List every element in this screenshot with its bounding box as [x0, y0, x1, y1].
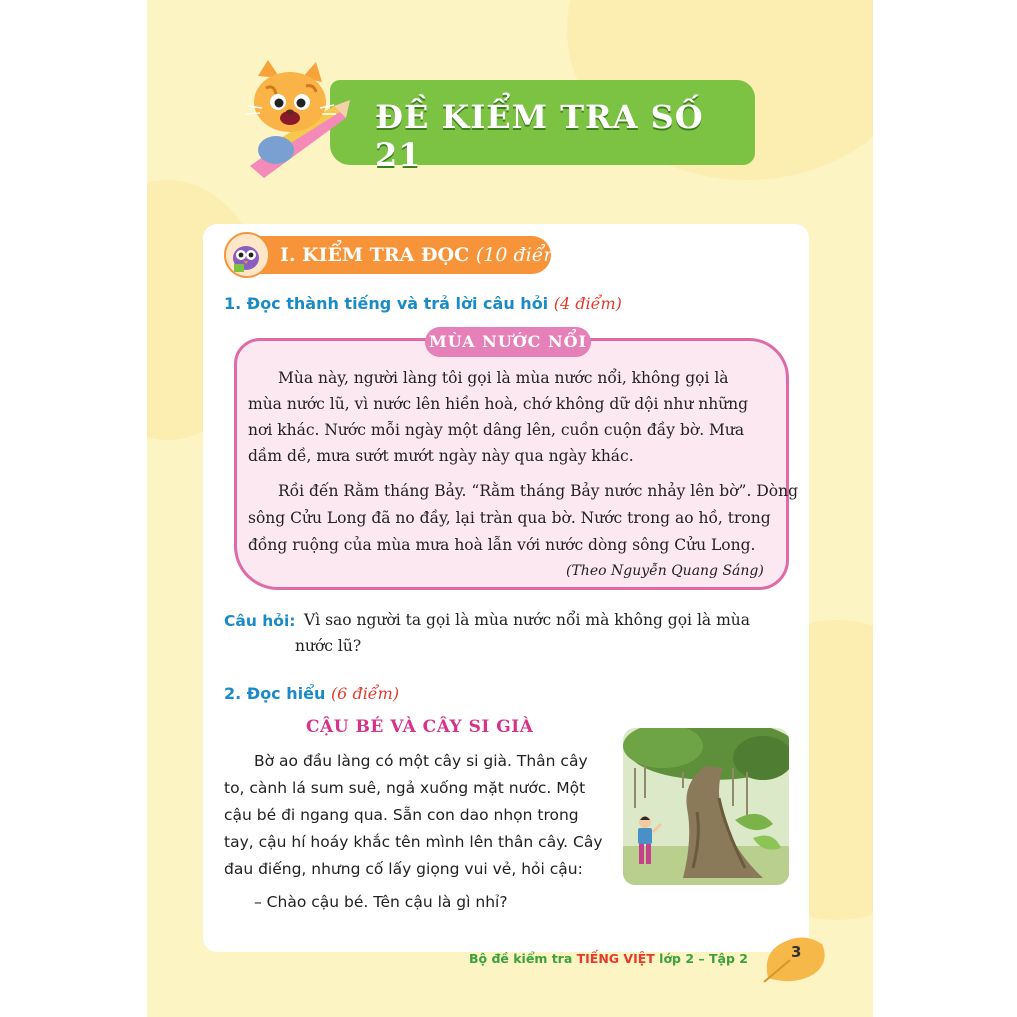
part1-heading	[224, 294, 622, 313]
story-line: cậu bé đi ngang qua. Sẵn con dao nhọn trong	[224, 806, 579, 824]
story-line: tay, cậu hí hoáy khắc tên mình lên thân cây. Cây	[224, 833, 603, 851]
story-title: CẬU BÉ VÀ CÂY SI GIÀ	[306, 717, 534, 737]
page-number: 3	[791, 943, 802, 961]
part2-heading	[224, 684, 399, 703]
passage-line: Rồi đến Rằm tháng Bảy. “Rằm tháng Bảy nước nhảy lên bờ”. Dòng	[278, 482, 798, 500]
passage-line: dầm dề, mưa sướt mướt ngày này qua ngày khác.	[248, 447, 634, 465]
tiger-cat-with-pencil-icon	[236, 58, 351, 178]
passage-line: mùa nước lũ, vì nước lên hiền hoà, chớ không dữ dội như những	[248, 395, 749, 413]
part1-points: (4 điểm)	[553, 294, 622, 313]
passage-line: sông Cửu Long đã no đầy, lại tràn qua bờ. Nước trong ao hồ, trong	[248, 509, 771, 527]
footer-text: Bộ đề kiểm tra	[469, 951, 577, 966]
question-line: nước lũ?	[295, 637, 362, 655]
section-title-text: I. KIỂM TRA ĐỌC	[280, 244, 470, 266]
question-line: Vì sao người ta gọi là mùa nước nổi mà không gọi là mùa	[304, 611, 750, 629]
part2-heading-text: 2. Đọc hiểu	[224, 684, 326, 703]
passage-title: MÙA NƯỚC NỔI	[425, 327, 591, 357]
section-points: (10 điểm)	[475, 244, 569, 266]
part1-heading-text: 1. Đọc thành tiếng và trả lời câu hỏi	[224, 294, 549, 313]
passage-line: đồng ruộng của mùa mưa hoà lẫn với nước dòng sông Cửu Long.	[248, 536, 756, 554]
passage-source: (Theo Nguyễn Quang Sáng)	[566, 563, 764, 579]
story-line: – Chào cậu bé. Tên cậu là gì nhỉ?	[254, 893, 508, 911]
boy-and-old-banyan-tree-image	[623, 728, 789, 885]
passage-line: nơi khác. Nước mỗi ngày một dâng lên, cuồn cuộn đầy bờ. Mưa	[248, 421, 745, 439]
story-line: đau điếng, nhưng cố lấy giọng vui vẻ, hỏi cậu:	[224, 860, 583, 878]
part2-points: (6 điểm)	[330, 684, 400, 703]
footer-book-title	[469, 951, 748, 966]
question-label: Câu hỏi:	[224, 612, 296, 630]
section-title	[280, 244, 569, 266]
page-title: ĐỀ KIỂM TRA SỐ 21	[375, 98, 704, 174]
passage-line: Mùa này, người làng tôi gọi là mùa nước nổi, không gọi là	[278, 369, 729, 387]
story-line: to, cành lá sum suê, ngả xuống mặt nước. Một	[224, 779, 586, 797]
footer-subject: TIẾNG VIỆT	[576, 951, 655, 966]
footer-grade: lớp 2 – Tập 2	[654, 951, 748, 966]
story-line: Bờ ao đầu làng có một cây si già. Thân cây	[254, 752, 588, 770]
owl-mascot-icon	[224, 232, 270, 278]
